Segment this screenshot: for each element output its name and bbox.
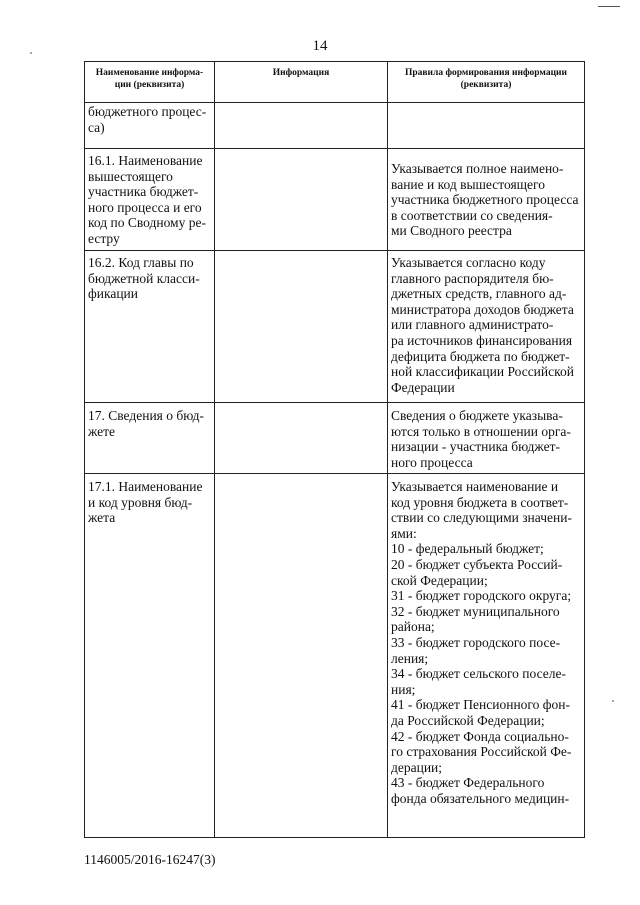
header-info-column: Информация <box>215 62 388 103</box>
requisite-info <box>215 103 388 149</box>
requisite-name: 16.1. Наименование вышестоящего участника бюджет- ного процесса и его код по Сводному ре- естру <box>85 149 215 251</box>
requisite-name: 16.2. Код главы по бюджетной класси- фикации <box>85 251 215 403</box>
scan-artifact-mark <box>598 6 620 7</box>
requisite-info <box>215 403 388 474</box>
requisite-name: 17. Сведения о бюд- жете <box>85 403 215 474</box>
requisites-table <box>84 61 585 838</box>
requisite-name: бюджетного процес- са) <box>85 103 215 149</box>
requisite-info <box>215 474 388 838</box>
requisite-rule: Указывается согласно коду главного распорядителя бю- джетных средств, главного ад- министратора доходов бюджета или главного администрато- ра источников финансирования дефицита бюджета по бюджет- ной классификации Российской Федерации <box>388 251 585 403</box>
requisite-rule: Сведения о бюджете указыва- ются только в отношении орга- низации - участника бюджет- ного процесса <box>388 403 585 474</box>
scan-speck <box>612 700 614 702</box>
requisite-info <box>215 251 388 403</box>
table-row <box>85 149 585 251</box>
table-row <box>85 474 585 838</box>
requisite-rule <box>388 103 585 149</box>
header-name-column: Наименование информа- ции (реквизита) <box>85 62 215 103</box>
requisite-rule: Указывается наименование и код уровня бюджета в соответ- ствии со следующими значени- ями: 10 - федеральный бюджет; 20 - бюджет субъекта Россий- ской Федерации; 31 - бюджет городского округа; 32 - бюджет муниципального района; 33 - бюджет городского посе- ления; 34 - бюджет сельского поселе- ния; 41 - бюджет Пенсионного фон- да Российской Федерации; 42 - бюджет Фонда социально- го страхования Российской Фе- дерации; 43 - бюджет Федерального фонда обязательного медицин- <box>388 474 585 838</box>
requisite-name: 17.1. Наименование и код уровня бюд- жета <box>85 474 215 838</box>
table-header-row <box>85 62 585 103</box>
table-row <box>85 103 585 149</box>
page-number: 14 <box>312 38 328 54</box>
requisite-rule: Указывается полное наимено- вание и код вышестоящего участника бюджетного процесса в соответствии со сведения- ми Сводного реестра <box>388 149 585 251</box>
table-row <box>85 403 585 474</box>
header-rule-column: Правила формирования информации (реквизита) <box>388 62 585 103</box>
table-row <box>85 251 585 403</box>
document-registration-code: 1146005/2016-16247(3) <box>84 852 216 867</box>
requisite-info <box>215 149 388 251</box>
